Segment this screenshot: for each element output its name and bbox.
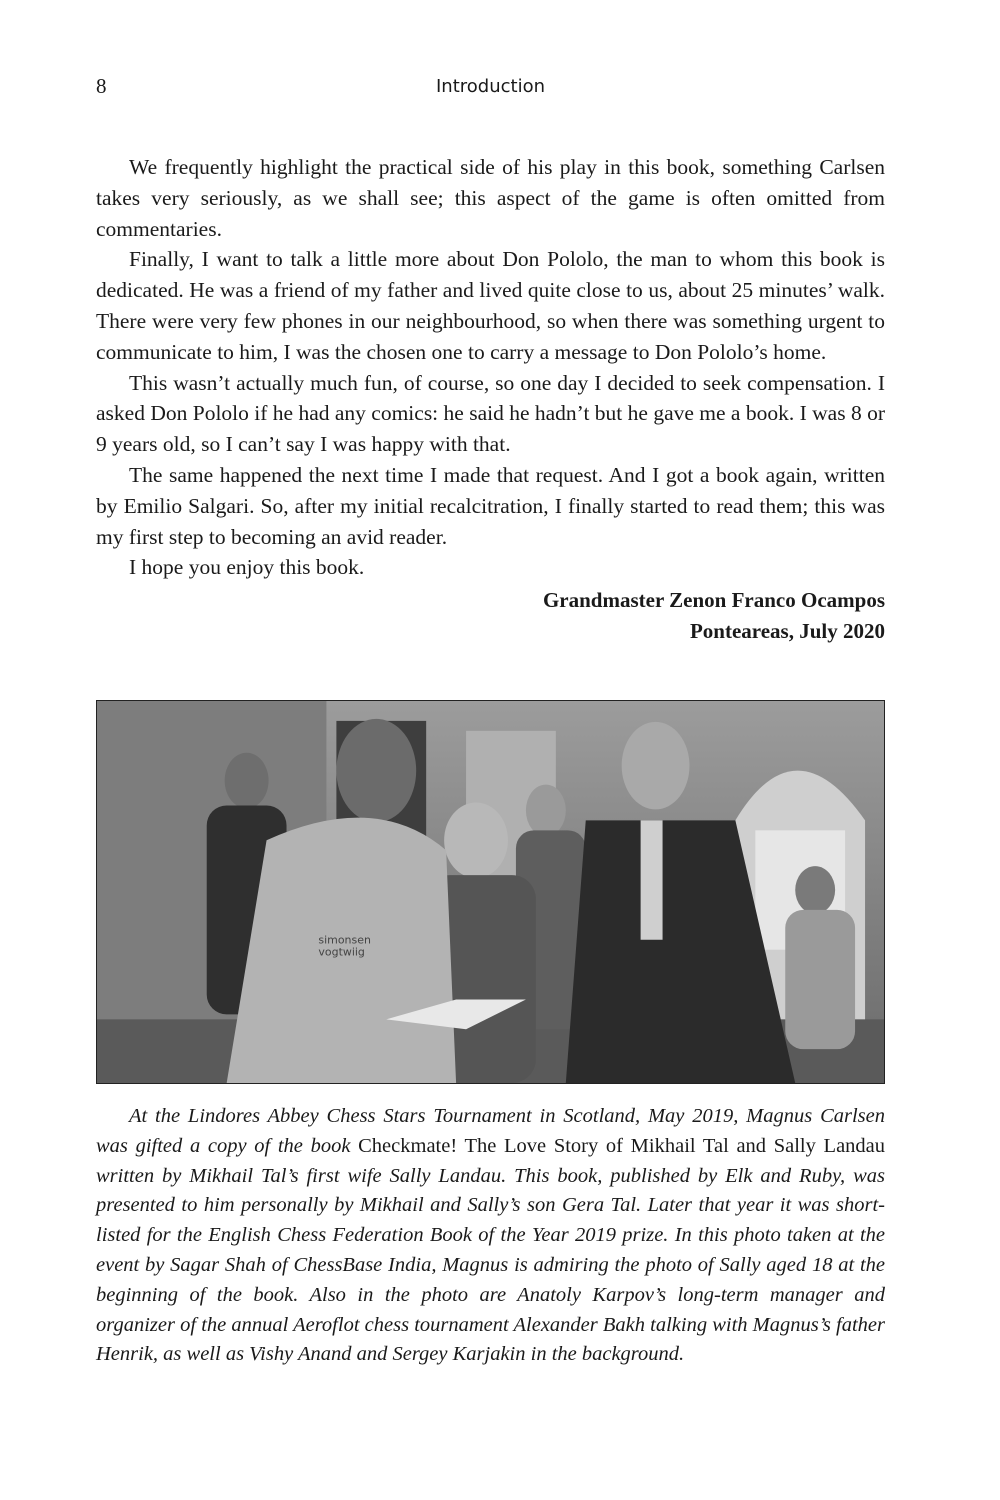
photo-caption (96, 1102, 885, 1370)
caption-part1: At the Lindores Abbey Chess Stars Tournament in Scotland, May 2019, Magnus Carlsen was gifted a copy of the book (96, 1105, 885, 1157)
paragraph: The same happened the next time I made that request. And I got a book again, written by Emilio Salgari. So, after my initial recalcitration, I finally started to read them; this was my first step to becoming an avid reader. (96, 462, 885, 549)
signature-name: Grandmaster Zenon Franco Ocampos (542, 588, 885, 613)
page-number: 8 (96, 74, 107, 98)
paragraph: I hope you enjoy this book. (129, 555, 365, 580)
paragraph: Finally, I want to talk a little more about Don Pololo, the man to whom this book is dedicated. He was a friend of my father and lived quite close to us, about 25 minutes’ walk. There were very few phones in our neighbourhood, so when there was something urgent to communicate to him, I was the chosen one to carry a message to Don Pololo’s home. (96, 247, 885, 364)
signature (96, 585, 885, 646)
paragraph: This wasn’t actually much fun, of course, so one day I decided to seek compensation. I asked Don Pololo if he had any comics: he said he hadn’t but he gave me a book. I was 8 or 9 years old, so I can’t say I was happy with that. (96, 370, 885, 457)
jacket-text: vogtwiig (318, 945, 365, 959)
jacket-text: simonsen (318, 933, 371, 947)
photo-illustration (97, 701, 884, 1083)
body-text (96, 152, 885, 646)
running-title: Introduction (435, 76, 545, 97)
event-photo (96, 700, 885, 1084)
caption-part2: written by Mikhail Tal’s first wife Sally Landau. This book, published by Elk and Ruby, was presented to him personally by Mikhail and Sally’s son Gera Tal. Later that year it was short-listed for the English Chess Federation Book of the Year 2019 prize. In this photo taken at the event by Sagar Shah of ChessBase India, Magnus is admiring the photo of Sally aged 18 at the beginning of the book. Also in the photo are Anatoly Karpov’s long-term manager and organizer of the annual Aeroflot chess tournament Alexander Bakh talking with Magnus’s father Henrik, as well as Vishy Anand and Sergey Karjakin in the background. (96, 1164, 885, 1366)
page-header (96, 74, 885, 104)
signature-place-date: Ponteareas, July 2020 (689, 618, 885, 643)
paragraph: We frequently highlight the practical side of his play in this book, something Carlsen takes very seriously, as we shall see; this aspect of the game is often omitted from commentaries. (96, 155, 885, 241)
caption-book-title: Checkmate! The Love Story of Mikhail Tal and Sally Landau (358, 1134, 886, 1157)
